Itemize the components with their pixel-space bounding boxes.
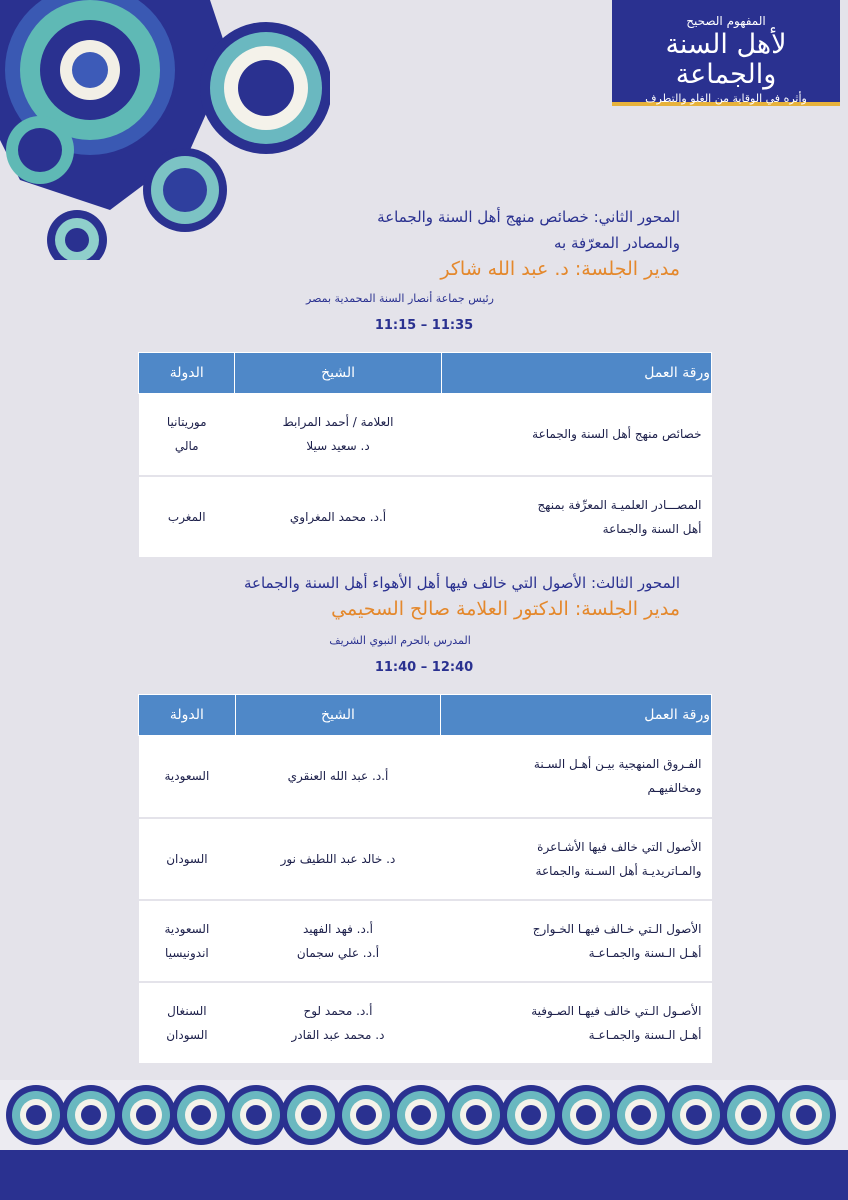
table-row [139,818,712,900]
country-cell [139,476,235,558]
country-line: السودان [166,1027,208,1042]
session3-moderator: مدير الجلسة: الدكتور العلامة صالح السحيمي [331,598,680,620]
shaikh-line: أ.د. فهد الفهيد [302,921,373,936]
session2-title-line1: المحور الثاني: خصائص منهج أهل السنة والجماعة [377,208,680,226]
paper-line: أهـل الـسنة والجمـاعـة [588,1027,702,1042]
shaikh-line: أ.د. علي سجمان [296,945,380,960]
table-row [139,736,712,818]
shaikh-cell [235,982,440,1064]
header-shaikh: الشيخ [235,695,440,736]
shaikh-line: أ.د. محمد لوح [303,1003,373,1018]
paper-cell [441,736,712,818]
paper-line: الفـروق المنهجية بيـن أهـل السـنة [533,757,702,772]
shaikh-line: د. سعيد سيلا [306,439,370,454]
paper-cell [441,818,712,900]
header-paper: ورقة العمل [441,695,712,736]
shaikh-cell [235,394,441,476]
paper-cell [441,982,712,1064]
session3-title-line1: المحور الثالث: الأصول التي خالف فيها أهل الأهواء أهل السنة والجماعة [243,574,680,592]
session2-moderator: مدير الجلسة: د. عبد الله شاكر [440,258,680,280]
table-row [139,476,712,558]
logo-subtitle-bottom: وأثره في الوقاية من الغلو والتطرف [645,92,807,105]
conference-logo [612,0,840,106]
country-line: موريتانيا [166,415,207,430]
paper-cell [441,394,711,476]
rosette-row-icon [0,1080,848,1150]
country-line: السعودية [164,921,210,936]
shaikh-cell [235,900,440,982]
shaikh-line: د. خالد عبد اللطيف نور [280,851,396,866]
header-country: الدولة [139,695,236,736]
country-line: السنغال [167,1003,207,1018]
session3-title [120,570,680,596]
paper-cell [441,900,712,982]
table-row [139,394,712,476]
country-line: السعودية [164,769,210,784]
paper-line: خصائص منهج أهل السنة والجماعة [532,427,702,442]
table-header-row [139,353,712,394]
country-line: السودان [166,851,208,866]
paper-line: الأصـول الـتي خالف فيهـا الصـوفية [531,1003,702,1018]
shaikh-line: د. محمد عبد القادر [291,1027,385,1042]
header-shaikh: الشيخ [235,353,441,394]
table-row [139,982,712,1064]
session3-table [138,694,712,1065]
session3-moderator-desc: المدرس بالحرم النبوي الشريف [329,634,471,647]
paper-line: الأصول الـتي خـالف فيهـا الخـوارج [532,921,702,936]
country-cell [139,900,236,982]
country-line: المغرب [167,509,206,524]
table-header-row [139,695,712,736]
shaikh-cell [235,476,441,558]
country-line: مالي [174,439,199,454]
paper-line: ومخالفيهـم [647,781,702,796]
paper-cell [441,476,711,558]
shaikh-cell [235,736,440,818]
country-cell [139,736,236,818]
country-cell [139,818,236,900]
paper-line: أهل السنة والجماعة [602,521,702,536]
session2-time: 11:15 – 11:35 [374,318,474,333]
session3-time: 11:40 – 12:40 [374,660,474,675]
shaikh-line: أ.د. محمد المغراوي [289,509,387,524]
shaikh-cell [235,818,440,900]
session2-moderator-desc: رئيس جماعة أنصار السنة المحمدية بمصر [306,292,494,305]
table-row [139,900,712,982]
logo-title: لأهل السنة والجماعة [665,29,787,90]
country-cell [139,394,235,476]
session2-title [120,204,680,256]
header-paper: ورقة العمل [441,353,711,394]
footer-ornament-band [0,1080,848,1150]
session2-title-line2: والمصادر المعرّفة به [553,234,680,252]
shaikh-line: أ.د. عبد الله العنقري [287,769,389,784]
country-cell [139,982,236,1064]
shaikh-line: العلامة / أحمد المرابط [282,415,394,430]
paper-line: أهـل الـسنة والجمـاعـة [588,945,702,960]
session2-table [138,352,712,559]
paper-line: المصـــادر العلميـة المعرِّفة بمنهج [537,497,702,512]
footer-bar [0,1150,848,1200]
header-country: الدولة [139,353,235,394]
paper-line: الأصول التي خالف فيها الأشـاعرة [537,839,702,854]
logo-subtitle-top: المفهوم الصحيح [686,14,766,28]
country-line: اندونيسيا [165,945,209,960]
paper-line: والمـاتريديـة أهل السـنة والجماعة [535,863,702,878]
